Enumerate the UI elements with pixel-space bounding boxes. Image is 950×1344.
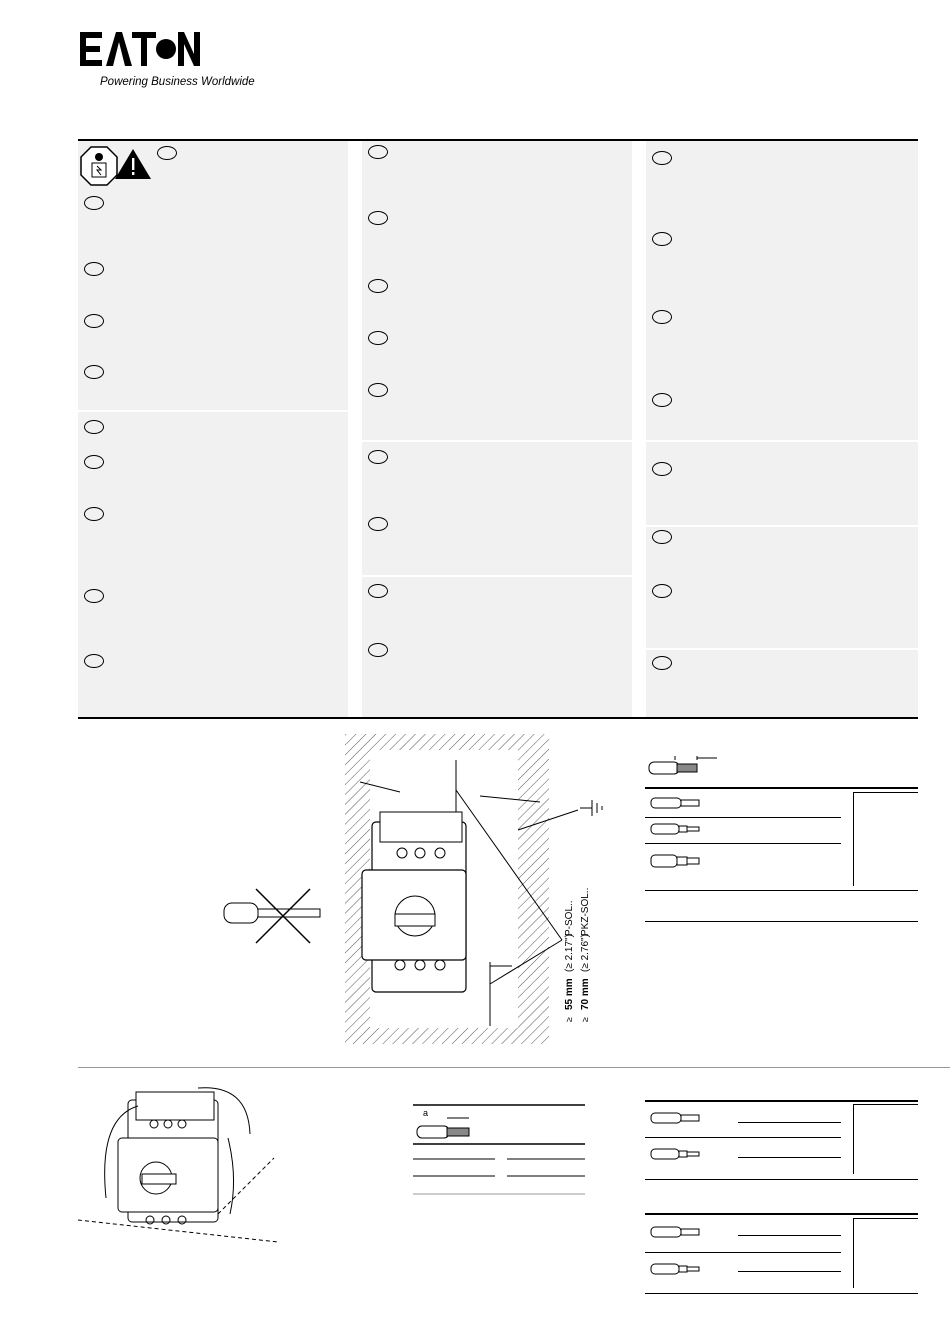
ferrule-icon xyxy=(647,852,707,870)
table-row-rule xyxy=(645,1293,918,1294)
table-cell xyxy=(853,1218,918,1288)
device-rotation-diagram xyxy=(78,1078,278,1246)
language-marker xyxy=(84,196,104,210)
spacing-55-model: P-SOL.. xyxy=(564,900,575,936)
column-3 xyxy=(646,141,918,717)
language-marker xyxy=(652,310,672,324)
column-2 xyxy=(362,141,632,717)
band-divider xyxy=(646,648,918,650)
language-marker xyxy=(368,584,388,598)
ferrule-icon xyxy=(647,1146,707,1162)
table-rule xyxy=(645,1213,918,1215)
language-marker xyxy=(652,656,672,670)
section-rule-lower xyxy=(78,1067,950,1068)
mounting-clearance-diagram xyxy=(340,730,610,1048)
ferrule-icon xyxy=(647,1224,707,1240)
stripped-wire-icon xyxy=(645,752,725,782)
electrician-icon xyxy=(79,145,155,187)
language-marker xyxy=(84,314,104,328)
ferrule-icon xyxy=(647,821,707,837)
language-marker xyxy=(368,383,388,397)
language-marker xyxy=(84,262,104,276)
language-marker xyxy=(84,654,104,668)
table-row-rule xyxy=(645,890,918,891)
language-marker xyxy=(368,450,388,464)
language-marker xyxy=(652,530,672,544)
table-rule xyxy=(645,1100,918,1102)
value-line xyxy=(738,1271,841,1272)
column-1 xyxy=(78,141,348,717)
table-row-rule xyxy=(645,843,841,844)
spacing-55-value: 55 mm xyxy=(564,978,575,1010)
section-rule xyxy=(78,717,918,719)
ferrule-icon xyxy=(647,1110,707,1126)
table-row-rule xyxy=(645,1137,841,1138)
language-marker xyxy=(368,331,388,345)
tagline: Powering Business Worldwide xyxy=(100,76,255,88)
ground-icon xyxy=(578,796,608,820)
language-marker xyxy=(652,584,672,598)
language-marker xyxy=(652,462,672,476)
language-marker xyxy=(84,589,104,603)
band-divider xyxy=(362,440,632,442)
strip-length-table xyxy=(413,1104,587,1200)
value-line xyxy=(738,1122,841,1123)
language-marker xyxy=(84,365,104,379)
spacing-70-inch: (≥ 2.76") xyxy=(580,934,591,972)
spacing-70-model: PKZ-SOL.. xyxy=(580,887,591,936)
value-line xyxy=(738,1235,841,1236)
spacing-55-inch: (≥ 2.17") xyxy=(564,934,575,972)
language-marker xyxy=(368,211,388,225)
table-row-rule xyxy=(645,1252,841,1253)
table-row-rule xyxy=(645,1179,918,1180)
table-rule xyxy=(645,787,918,789)
language-marker xyxy=(652,393,672,407)
language-marker xyxy=(368,279,388,293)
language-marker xyxy=(84,455,104,469)
value-line xyxy=(738,1157,841,1158)
table-row-rule xyxy=(645,921,918,922)
strip-label: a xyxy=(423,1108,429,1118)
band-divider xyxy=(78,410,348,412)
eaton-logo xyxy=(80,30,200,78)
band-divider xyxy=(646,440,918,442)
ferrule-icon xyxy=(647,795,707,811)
eaton-logo-mark xyxy=(80,30,200,70)
language-marker xyxy=(368,145,388,159)
ge-symbol: ≥ xyxy=(580,1017,590,1022)
language-marker xyxy=(368,517,388,531)
spacing-70-value: 70 mm xyxy=(580,978,591,1010)
language-marker xyxy=(652,151,672,165)
language-marker xyxy=(84,507,104,521)
band-divider xyxy=(646,525,918,527)
language-marker xyxy=(368,643,388,657)
band-divider xyxy=(362,575,632,577)
language-marker xyxy=(652,232,672,246)
screwdriver-prohibited-icon xyxy=(220,885,345,947)
table-cell xyxy=(853,792,918,886)
language-marker xyxy=(84,420,104,434)
table-row-rule xyxy=(645,817,841,818)
table-cell xyxy=(853,1104,918,1174)
ferrule-icon xyxy=(647,1261,707,1277)
language-marker xyxy=(157,146,177,160)
ge-symbol: ≥ xyxy=(564,1017,574,1022)
